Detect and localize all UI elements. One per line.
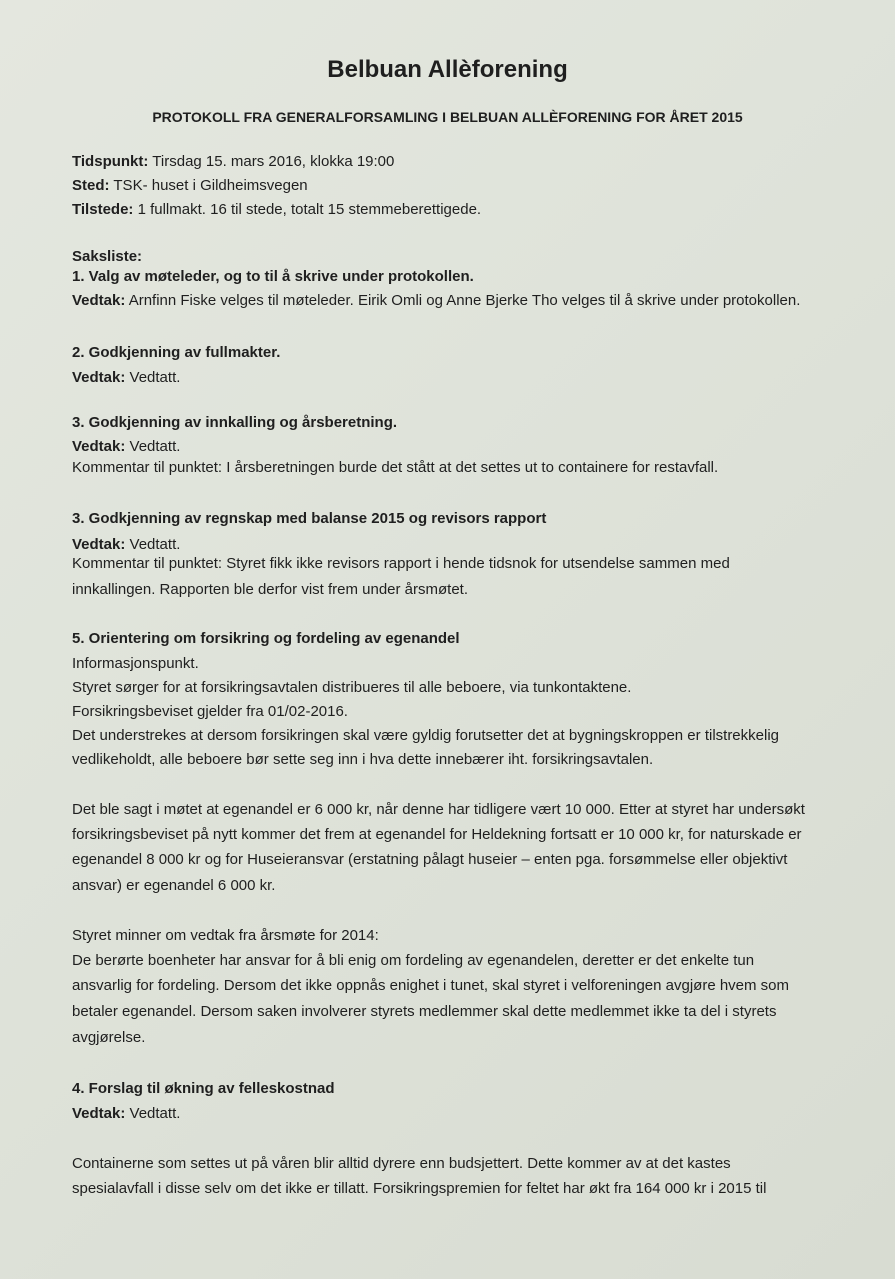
item-5-line: Styret sørger for at forsikringsavtalen distribueres til alle beboere, via tunkontaktene. (72, 679, 632, 696)
item-5-line: betaler egenandel. Dersom saken involverer styrets medlemmer skal dette medlemmet ikke ta del i styrets (72, 1003, 777, 1020)
item-4-comment-line: innkallingen. Rapporten ble derfor vist frem under årsmøtet. (72, 581, 469, 598)
item-6-line: Containerne som settes ut på våren blir alltid dyrere enn budsjettert. Dette kommer av at det kastes (72, 1155, 731, 1172)
vedtak-label: Vedtak: (72, 438, 126, 455)
item-5-line: egenandel 8 000 kr og for Huseieransvar (erstatning pålagt huseier – enten pga. forsømmelse eller objektivt (72, 851, 788, 868)
item-5-line: Forsikringsbeviset gjelder fra 01/02-2016. (72, 703, 348, 720)
item-6-vedtak-text: Vedtatt. (125, 1105, 181, 1122)
item-1-heading-text: 1. Valg av møteleder, og to til å skrive under protokollen. (72, 268, 474, 285)
item-3-vedtak (72, 438, 180, 455)
item-4-heading (72, 510, 546, 527)
item-6-vedtak (72, 1105, 180, 1122)
item-5-line: forsikringsbeviset på nytt kommer det frem at egenandel for Heldekning fortsatt er 10 000 kr, for naturskade er (72, 826, 802, 843)
item-6-heading (72, 1080, 335, 1097)
meta-present-label: Tilstede: (72, 201, 134, 218)
item-5-line: Det ble sagt i møtet at egenandel er 6 000 kr, når denne har tidligere vært 10 000. Etter at styret har undersøkt (72, 801, 805, 818)
vedtak-label: Vedtak: (72, 292, 126, 309)
meta-time-label: Tidspunkt: (72, 153, 149, 170)
item-5-line: ansvarlig for fordeling. Dersom det ikke oppnås enighet i tunet, skal styret i velforeningen avgjøre hvem som (72, 977, 790, 994)
item-6-line: spesialavfall i disse selv om det ikke er tillatt. Forsikringspremien for feltet har økt fra 164 000 kr i 2015 til (72, 1180, 767, 1197)
item-4-vedtak-text: Vedtatt. (125, 536, 181, 553)
item-1-heading (72, 268, 474, 285)
meta-place-value: TSK- huset i Gildheimsvegen (109, 177, 308, 194)
item-5-heading (72, 630, 460, 647)
meta-present (72, 201, 481, 218)
item-3-heading-text: 3. Godkjenning av innkalling og årsberetning. (72, 414, 398, 431)
vedtak-label: Vedtak: (72, 536, 126, 553)
agenda-heading (72, 248, 142, 265)
item-4-heading-text: 3. Godkjenning av regnskap med balanse 2015 og revisors rapport (72, 510, 547, 527)
item-3-heading (72, 414, 397, 431)
vedtak-label: Vedtak: (72, 1105, 126, 1122)
item-2-heading-text: 2. Godkjenning av fullmakter. (72, 344, 281, 361)
meta-time (72, 153, 394, 170)
item-2-heading (72, 344, 280, 361)
agenda-heading-text: Saksliste: (72, 248, 143, 265)
document-title: Belbuan Allèforening (327, 56, 568, 83)
item-5-line: Informasjonspunkt. (72, 655, 199, 672)
item-5-line: Styret minner om vedtak fra årsmøte for 2014: (72, 927, 379, 944)
meta-present-value: 1 fullmakt. 16 til stede, totalt 15 stemmeberettigede. (133, 201, 482, 218)
item-5-line: Det understrekes at dersom forsikringen skal være gyldig forutsetter det at bygningskroppen er tilstrekkelig (72, 727, 779, 744)
item-4-comment-line: Kommentar til punktet: Styret fikk ikke revisors rapport i hende tidsnok for utsendelse sammen med (72, 555, 730, 572)
item-5-line: vedlikeholdt, alle beboere bør sette seg inn i hva dette innebærer iht. forsikringsavtalen. (72, 751, 654, 768)
meta-place-label: Sted: (72, 177, 110, 194)
item-2-vedtak (72, 369, 180, 386)
item-3-vedtak-text: Vedtatt. (125, 438, 181, 455)
item-6-heading-text: 4. Forslag til økning av felleskostnad (72, 1080, 335, 1097)
item-3-comment: Kommentar til punktet: I årsberetningen burde det stått at det settes ut to containere for restavfall. (72, 459, 719, 476)
meta-time-value: Tirsdag 15. mars 2016, klokka 19:00 (148, 153, 395, 170)
item-5-line: ansvar) er egenandel 6 000 kr. (72, 877, 276, 894)
item-1-vedtak-text: Arnfinn Fiske velges til møteleder. Eirik Omli og Anne Bjerke Tho velges til å skrive under protokollen. (125, 292, 801, 309)
item-2-vedtak-text: Vedtatt. (125, 369, 181, 386)
item-1-vedtak (72, 292, 800, 309)
meta-place (72, 177, 308, 194)
vedtak-label: Vedtak: (72, 369, 126, 386)
item-5-line: avgjørelse. (72, 1029, 146, 1046)
item-5-line: De berørte boenheter har ansvar for å bli enig om fordeling av egenandelen, deretter er det enkelte tun (72, 952, 755, 969)
document-subtitle: PROTOKOLL FRA GENERALFORSAMLING I BELBUAN ALLÈFORENING FOR ÅRET 2015 (152, 109, 743, 125)
item-4-vedtak (72, 536, 180, 553)
item-5-heading-text: 5. Orientering om forsikring og fordeling av egenandel (72, 630, 460, 647)
